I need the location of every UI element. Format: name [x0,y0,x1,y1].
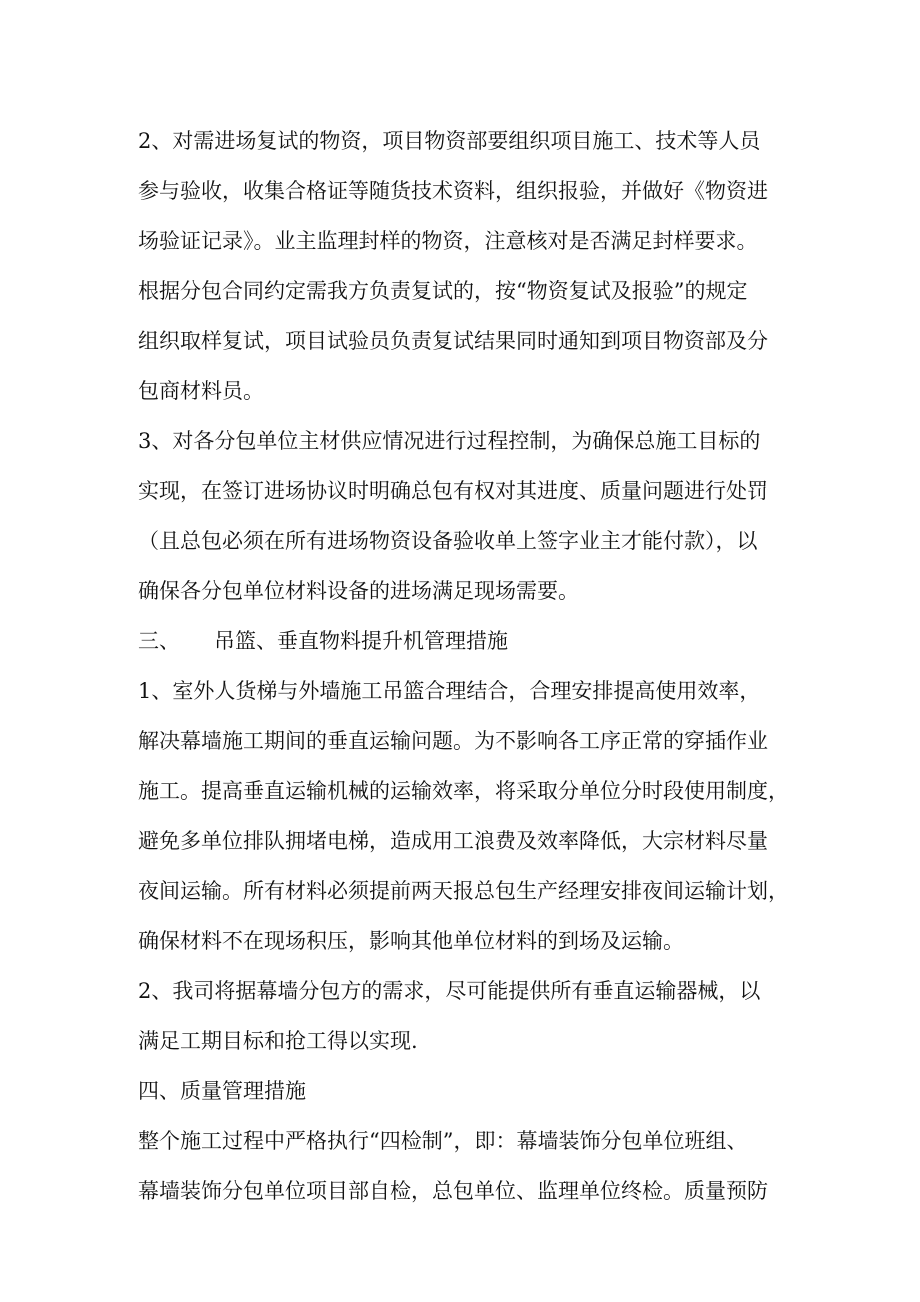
section-heading-four: 四、质量管理措施 [138,1079,306,1103]
body-line: 解决幕墙施工期间的垂直运输问题。为不影响各工序正常的穿插作业 [138,729,768,753]
body-line: 组织取样复试，项目试验员负责复试结果同时通知到项目物资部及分 [138,329,768,353]
body-line: 参与验收，收集合格证等随货技术资料，组织报验，并做好《物资进 [138,179,768,203]
body-line: 确保各分包单位材料设备的进场满足现场需要。 [138,579,579,603]
body-line: 2、我司将据幕墙分包方的需求，尽可能提供所有垂直运输器械，以 [138,979,761,1003]
body-line: 包商材料员。 [138,379,264,403]
section-number: 三、 [138,629,180,653]
section-title: 吊篮、垂直物料提升机管理措施 [214,629,508,653]
body-line: 夜间运输。所有材料必须提前两天报总包生产经理安排夜间运输计划， [138,879,789,903]
body-line: （且总包必须在所有进场物资设备验收单上签字业主才能付款），以 [138,529,758,553]
body-line: 确保材料不在现场积压，影响其他单位材料的到场及运输。 [138,929,684,953]
document-page [138,116,788,1216]
body-line: 2、对需进场复试的物资，项目物资部要组织项目施工、技术等人员 [138,129,761,153]
body-line: 3、对各分包单位主材供应情况进行过程控制，为确保总施工目标的 [138,429,761,453]
body-line: 整个施工过程中严格执行“四检制”，即：幕墙装饰分包单位班组、 [138,1129,748,1153]
body-line: 幕墙装饰分包单位项目部自检，总包单位、监理单位终检。质量预防 [138,1179,768,1203]
body-line: 1、室外人货梯与外墙施工吊篮合理结合，合理安排提高使用效率， [138,679,761,703]
body-line: 场验证记录》。业主监理封样的物资，注意核对是否满足封样要求。 [138,229,758,253]
section-heading-three [138,616,788,666]
body-line: 实现，在签订进场协议时明确总包有权对其进度、质量问题进行处罚 [138,479,768,503]
body-line: 避免多单位排队拥堵电梯，造成用工浪费及效率降低，大宗材料尽量 [138,829,768,853]
body-line: 根据分包合同约定需我方负责复试的，按“物资复试及报验”的规定 [138,279,748,303]
body-line: 施工。提高垂直运输机械的运输效率，将采取分单位分时段使用制度， [138,779,789,803]
body-line: 满足工期目标和抢工得以实现. [138,1029,418,1053]
